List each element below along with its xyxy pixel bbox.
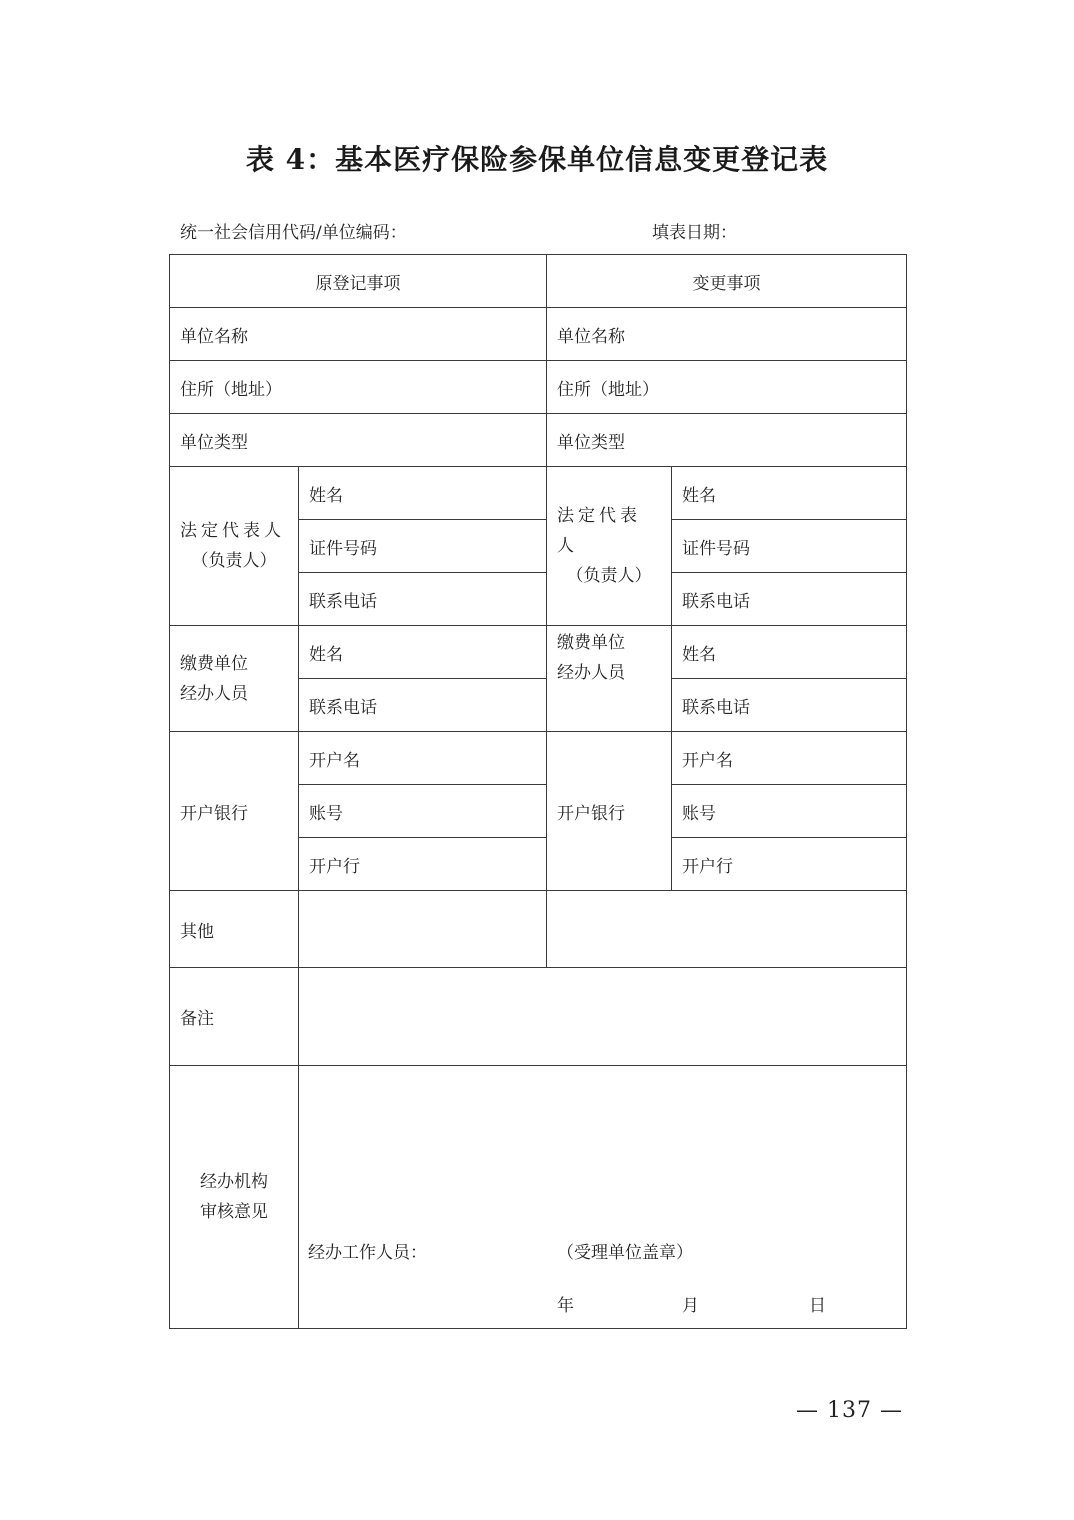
table-row: [170, 732, 907, 785]
other-changed-field[interactable]: [547, 891, 907, 968]
seal-label: （受理单位盖章）: [557, 1243, 693, 1263]
orig-bank-account-name: 开户名: [299, 732, 547, 785]
orig-legal-rep-label: [170, 467, 299, 626]
new-payer-label: [547, 626, 672, 732]
new-legal-rep-phone: 联系电话: [672, 573, 907, 626]
new-bank-label: 开户银行: [547, 732, 672, 891]
header-original: 原登记事项: [170, 255, 547, 308]
table-row: [170, 414, 907, 467]
orig-address: 住所（地址）: [170, 361, 547, 414]
new-bank-account-name: 开户名: [672, 732, 907, 785]
staff-label: 经办工作人员：: [308, 1243, 427, 1263]
fill-date-label: 填表日期：: [652, 223, 737, 243]
page-number: — 137 —: [796, 1398, 903, 1423]
new-unit-type: 单位类型: [547, 414, 907, 467]
remarks-label: 备注: [170, 968, 299, 1066]
legal-rep-line2: （负责人）: [566, 566, 652, 586]
orig-legal-rep-name: 姓名: [299, 467, 547, 520]
payer-line1: 缴费单位: [180, 653, 248, 674]
month-label: 月: [682, 1296, 699, 1316]
orig-payer-label: [170, 626, 299, 732]
review-field[interactable]: [299, 1066, 907, 1329]
header-changed: 变更事项: [547, 255, 907, 308]
orig-unit-name: 单位名称: [170, 308, 547, 361]
new-payer-phone: 联系电话: [672, 679, 907, 732]
new-bank-account-no: 账号: [672, 785, 907, 838]
new-unit-name: 单位名称: [547, 308, 907, 361]
table-row: [170, 1066, 907, 1329]
orig-bank-account-no: 账号: [299, 785, 547, 838]
new-legal-rep-name: 姓名: [672, 467, 907, 520]
table-row: [170, 361, 907, 414]
orig-legal-rep-phone: 联系电话: [299, 573, 547, 626]
other-original-field[interactable]: [299, 891, 547, 968]
orig-payer-name: 姓名: [299, 626, 547, 679]
legal-rep-line1: 法定代表人: [557, 506, 641, 556]
new-payer-name: 姓名: [672, 626, 907, 679]
legal-rep-line1: 法定代表人: [180, 521, 285, 541]
legal-rep-line2: （负责人）: [191, 551, 277, 571]
payer-line2: 经办人员: [557, 663, 625, 683]
new-address: 住所（地址）: [547, 361, 907, 414]
other-label: 其他: [170, 891, 299, 968]
new-bank-branch: 开户行: [672, 838, 907, 891]
table-row: [170, 891, 907, 968]
orig-legal-rep-id: 证件号码: [299, 520, 547, 573]
new-legal-rep-id: 证件号码: [672, 520, 907, 573]
table-row: [170, 308, 907, 361]
orig-payer-phone: 联系电话: [299, 679, 547, 732]
new-legal-rep-label: [547, 467, 672, 626]
change-registration-table: [169, 254, 907, 1329]
payer-line2: 经办人员: [180, 683, 248, 704]
orig-bank-label: 开户银行: [170, 732, 299, 891]
remarks-field[interactable]: [299, 968, 907, 1066]
review-line2: 审核意见: [200, 1202, 268, 1222]
payer-line1: 缴费单位: [557, 633, 625, 653]
table-row: [170, 467, 907, 520]
orig-bank-branch: 开户行: [299, 838, 547, 891]
year-label: 年: [557, 1296, 574, 1316]
review-label: [170, 1066, 299, 1329]
day-label: 日: [809, 1296, 826, 1316]
table-row: [170, 626, 907, 679]
review-line1: 经办机构: [200, 1172, 268, 1192]
orig-unit-type: 单位类型: [170, 414, 547, 467]
form-title: 表 4：基本医疗保险参保单位信息变更登记表: [245, 143, 829, 176]
table-row: [170, 968, 907, 1066]
credit-code-label: 统一社会信用代码/单位编码：: [180, 223, 407, 243]
table-header-row: [170, 255, 907, 308]
